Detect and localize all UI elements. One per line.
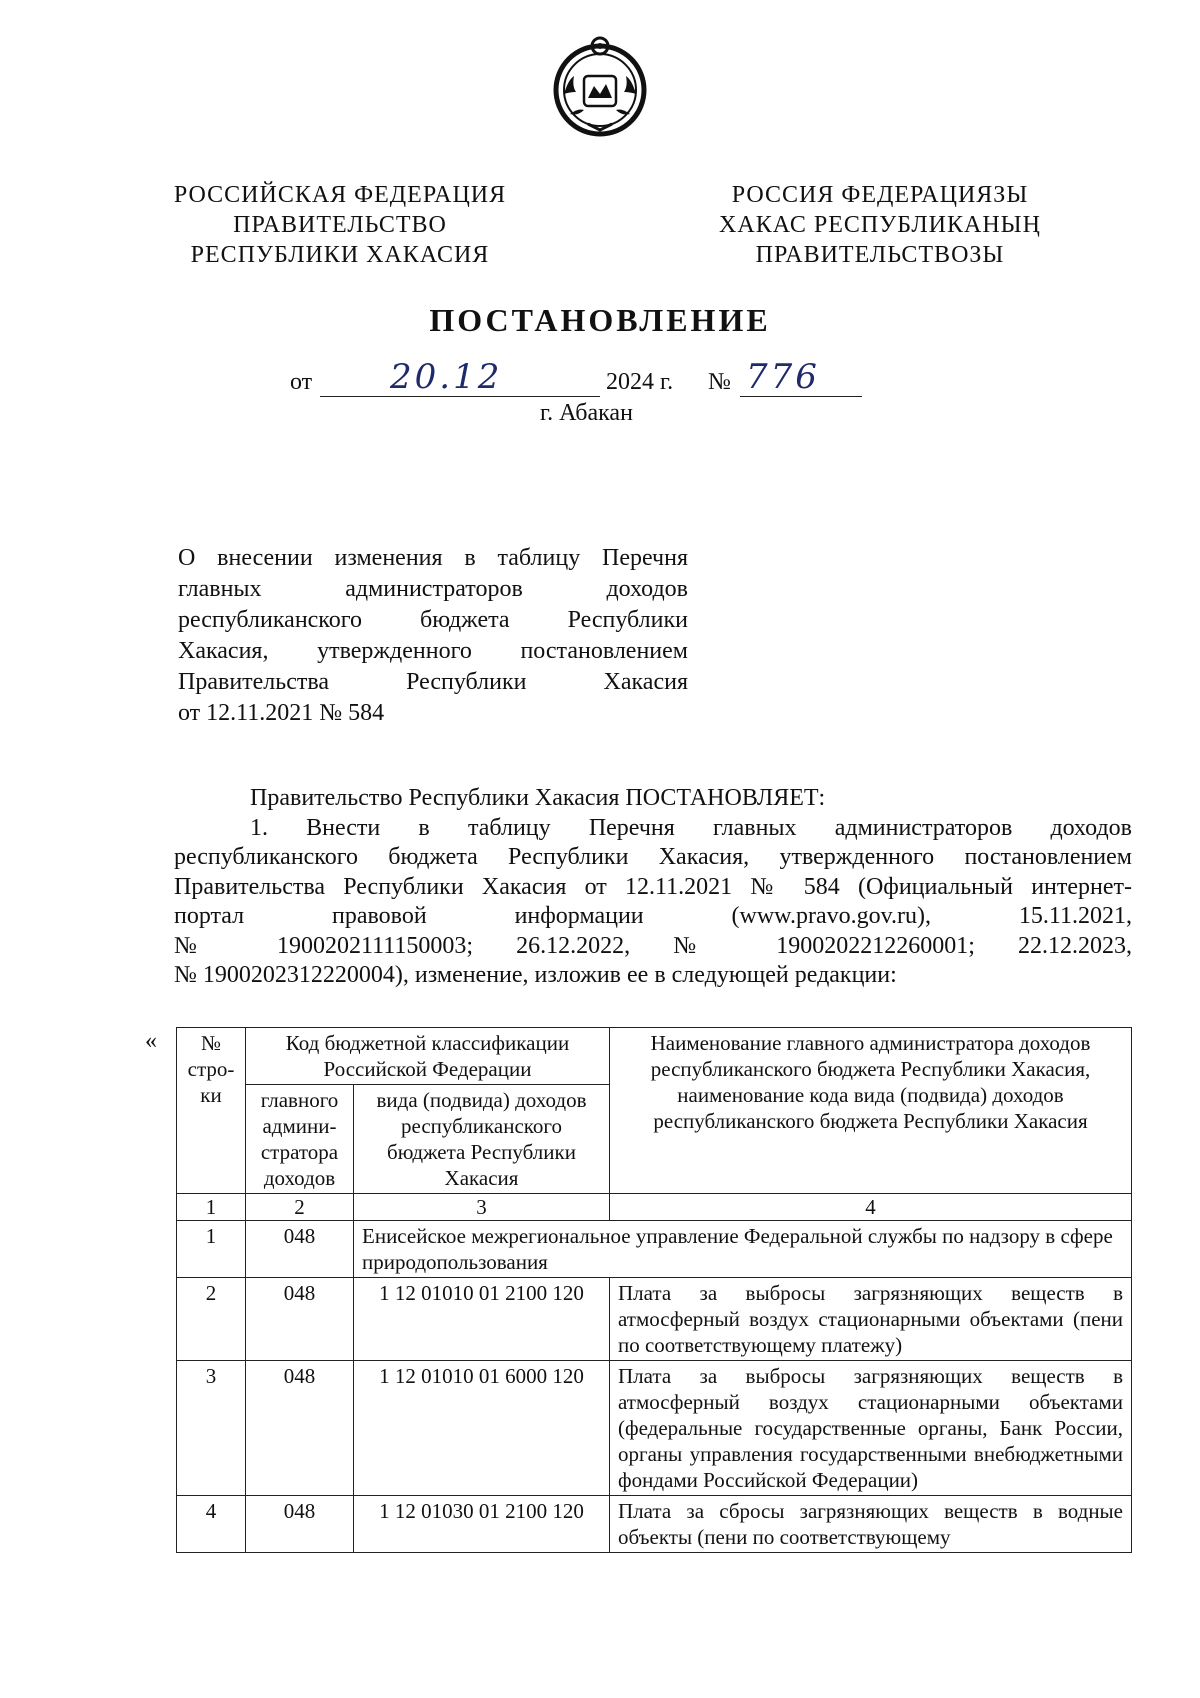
coat-of-arms-emblem [548, 36, 652, 140]
revenue-administrators-table [176, 1027, 1132, 1553]
header-right-line: ПРАВИТЕЛЬСТВОЗЫ [755, 242, 1005, 268]
header-left-block [150, 180, 530, 270]
row-number: 2 [177, 1278, 246, 1361]
body-line: № 1900202111150003; 26.12.2022, № 1900202212260001; 22.12.2023, [174, 932, 1132, 959]
table-row [177, 1496, 1132, 1553]
date-handwritten: 20.12 [390, 357, 503, 397]
subject-line: главных администраторов доходов [178, 576, 688, 602]
row-number: 1 [177, 1221, 246, 1278]
subject-line: Хакасия, утвержденного постановлением [178, 638, 688, 664]
body-line: портал правовой информации (www.pravo.gov.ru), 15.11.2021, [174, 903, 1132, 929]
header-income-code: вида (подвида) доходов республиканского бюджета Республики Хакасия [354, 1085, 610, 1194]
document-subject [178, 543, 688, 729]
row-admin-code: 048 [246, 1496, 354, 1553]
row-admin-code: 048 [246, 1221, 354, 1278]
row-income-name: Плата за выбросы загрязняющих веществ в атмосферный воздух стационарными объектами (пени по соответствующему платежу) [610, 1278, 1132, 1361]
row-income-code: 1 12 01010 01 6000 120 [354, 1361, 610, 1496]
body-line: республиканского бюджета Республики Хакасия, утвержденного постановлением [174, 844, 1132, 870]
city-label: г. Абакан [540, 400, 633, 426]
table-row [177, 1278, 1132, 1361]
row-number: 3 [177, 1361, 246, 1496]
date-prefix: от [290, 369, 313, 395]
header-left-line: ПРАВИТЕЛЬСТВО [233, 212, 447, 238]
opening-quote: « [145, 1028, 157, 1054]
col-number: 3 [354, 1194, 610, 1221]
row-income-name: Плата за сбросы загрязняющих веществ в водные объекты (пени по соответствующему [610, 1496, 1132, 1553]
number-label: № [708, 369, 731, 395]
dateline [290, 357, 940, 401]
number-handwritten: 776 [746, 357, 820, 397]
row-admin-code: 048 [246, 1361, 354, 1496]
header-admin-code: главного админи-стратора доходов [246, 1085, 354, 1194]
header-left-line: РЕСПУБЛИКИ ХАКАСИЯ [190, 242, 490, 268]
col-number: 4 [610, 1194, 1132, 1221]
document-body [174, 784, 1132, 991]
table-row [177, 1221, 1132, 1278]
body-line: № 1900202312220004), изменение, изложив ее в следующей редакции: [174, 962, 897, 988]
row-income-code: 1 12 01030 01 2100 120 [354, 1496, 610, 1553]
row-merged-name: Енисейское межрегиональное управление Федеральной службы по надзору в сфере природопользования [354, 1221, 1132, 1278]
header-right-line: РОССИЯ ФЕДЕРАЦИЯЗЫ [731, 182, 1029, 208]
body-line: 1. Внести в таблицу Перечня главных администраторов доходов [250, 814, 1132, 841]
document-title: ПОСТАНОВЛЕНИЕ [429, 302, 771, 338]
header-name: Наименование главного администратора доходов республиканского бюджета Республики Хакасия, наименование кода вида (подвида) доходов республиканского бюджета Республики Хакасия [610, 1028, 1132, 1194]
table-header-row [177, 1028, 1132, 1085]
row-admin-code: 048 [246, 1278, 354, 1361]
subject-line: Правительства Республики Хакасия [178, 669, 688, 695]
row-income-code: 1 12 01010 01 2100 120 [354, 1278, 610, 1361]
col-number: 2 [246, 1194, 354, 1221]
row-number: 4 [177, 1496, 246, 1553]
row-income-name: Плата за выбросы загрязняющих веществ в атмосферный воздух стационарными объектами (федеральные государственные органы, Банк России, органы управления государственными внебюджетными фондами Российской Федерации) [610, 1361, 1132, 1496]
col-number: 1 [177, 1194, 246, 1221]
header-left-line: РОССИЙСКАЯ ФЕДЕРАЦИЯ [173, 182, 507, 208]
table-column-numbers-row [177, 1194, 1132, 1221]
subject-line: от 12.11.2021 № 584 [178, 700, 385, 726]
header-row-number: № стро-ки [177, 1028, 246, 1194]
resolution-intro: Правительство Республики Хакасия ПОСТАНОВЛЯЕТ: [250, 785, 826, 811]
date-year: 2024 г. [606, 369, 674, 395]
header-right-block [690, 180, 1070, 270]
header-code-group: Код бюджетной классификации Российской Федерации [246, 1028, 610, 1085]
table-row [177, 1361, 1132, 1496]
body-line: Правительства Республики Хакасия от 12.11.2021 № 584 (Официальный интернет- [174, 873, 1132, 900]
subject-line: республиканского бюджета Республики [178, 607, 688, 633]
header-right-line: ХАКАС РЕСПУБЛИКАНЫҢ [719, 212, 1041, 238]
subject-line: О внесении изменения в таблицу Перечня [178, 545, 688, 571]
